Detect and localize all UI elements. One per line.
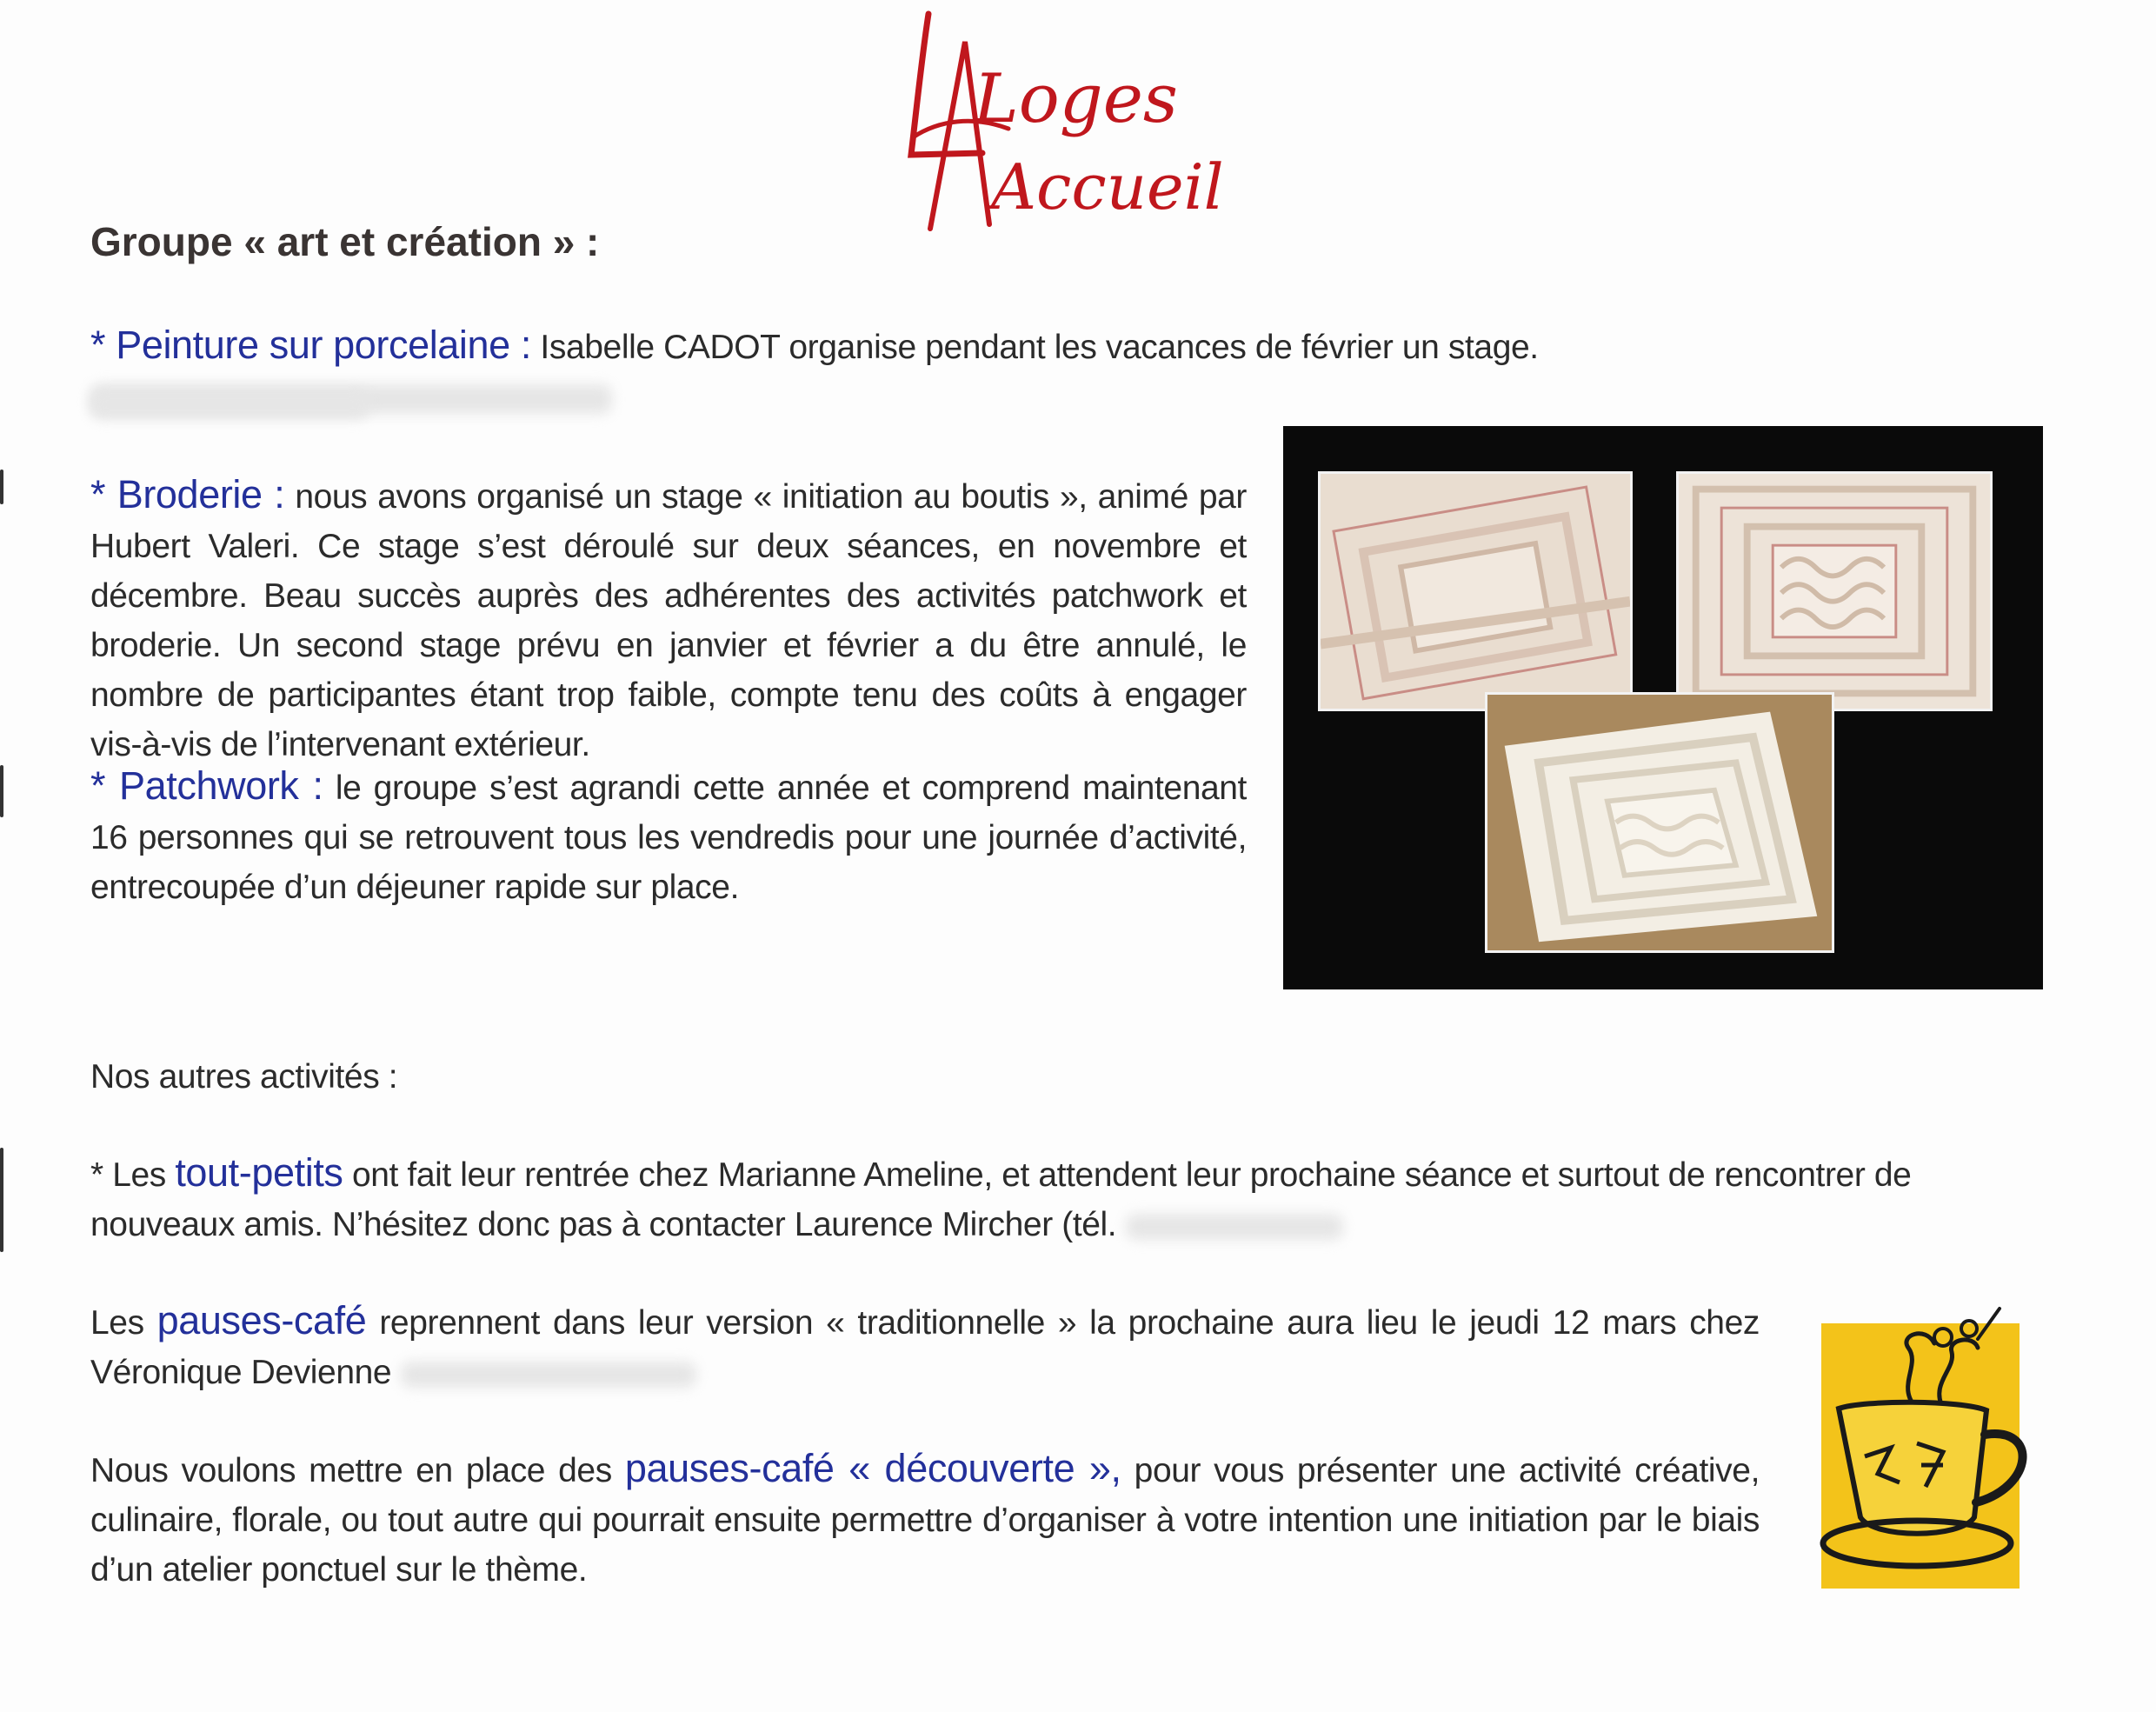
redacted-block xyxy=(401,1362,696,1388)
broderie-text: nous avons organisé un stage « initiation au boutis », animé par Hubert Valeri. Ce stage s’est déroulé sur deux séances, en novembre et décembre. Beau succès auprès des adhérentes des activités patchwork et broderie. Un second stage prévu en janvier et février a du être annulé, le nombre de participantes étant trop faible, compte tenu des coûts à engager vis-à-vis de l’intervenant extérieur. xyxy=(90,478,1247,763)
patchwork-label: * Patchwork : xyxy=(90,763,323,808)
logo-text-line2: Accueil xyxy=(991,150,1224,223)
broderie-paragraph xyxy=(90,470,1247,769)
pauses-text: reprennent dans leur version « traditionnelle » la prochaine aura lieu le jeudi 12 mars chez Véronique Devienne xyxy=(90,1304,1760,1391)
decouverte-text: pour vous présenter une activité créative, culinaire, florale, ou tout autre qui pourrait ensuite permettre d’organiser à votre intention une initiation par le biais d’un atelier ponctuel sur le thème. xyxy=(90,1452,1760,1589)
redacted-block xyxy=(90,390,369,419)
pauses-paragraph xyxy=(90,1296,1760,1397)
binding-mark xyxy=(0,765,3,817)
pauses-label: pauses-café xyxy=(156,1298,367,1342)
toutpetits-paragraph xyxy=(90,1148,2055,1249)
logo-text-line1: Loges xyxy=(974,60,1178,138)
loges-accueil-logo xyxy=(878,7,1243,242)
other-activities-title: Nos autres activités : xyxy=(90,1058,398,1096)
boutis-photo xyxy=(1485,692,1834,953)
boutis-photo xyxy=(1318,471,1633,711)
group-heading: Groupe « art et création » : xyxy=(90,219,600,264)
patchwork-paragraph xyxy=(90,761,1247,912)
decouverte-paragraph xyxy=(90,1443,1760,1595)
porcelaine-label: * Peinture sur porcelaine : xyxy=(90,323,531,367)
coffee-cup-icon xyxy=(1813,1304,2030,1595)
toutpetits-text: ont fait leur rentrée chez Marianne Ameline, et attendent leur prochaine séance et surtout de rencontrer de nouveaux amis. N’hésitez donc pas à contacter Laurence Mircher (tél. xyxy=(90,1156,1912,1243)
toutpetits-prefix: * Les xyxy=(90,1156,176,1194)
toutpetits-label: tout-petits xyxy=(175,1150,343,1195)
boutis-photos xyxy=(1283,426,2043,989)
porcelaine-text: Isabelle CADOT organise pendant les vacances de février un stage. xyxy=(531,329,1539,366)
binding-mark xyxy=(0,1148,3,1252)
broderie-label: * Broderie : xyxy=(90,472,285,516)
decouverte-prefix: Nous voulons mettre en place des xyxy=(90,1452,625,1489)
redacted-block xyxy=(1126,1214,1343,1240)
decouverte-label: pauses-café « découverte », xyxy=(624,1446,1121,1490)
binding-mark xyxy=(0,470,3,504)
boutis-photo xyxy=(1676,471,1993,711)
pauses-prefix: Les xyxy=(90,1304,157,1342)
patchwork-text: le groupe s’est agrandi cette année et comprend maintenant 16 personnes qui se retrouvent tous les vendredis pour une journée d’activité, entrecoupée d’un déjeuner rapide sur place. xyxy=(90,769,1247,906)
